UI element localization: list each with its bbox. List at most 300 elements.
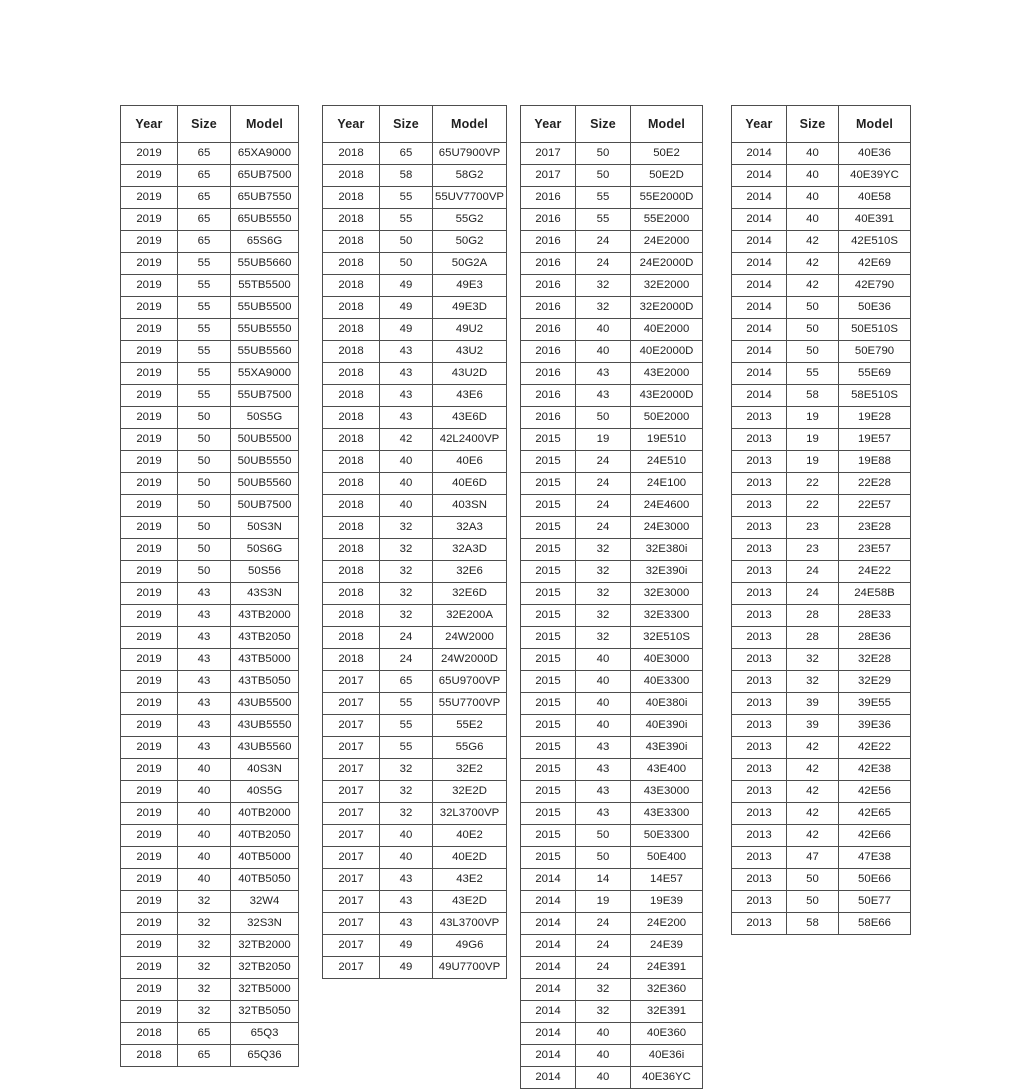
cell-year: 2018 <box>323 385 380 407</box>
cell-model: 43U2 <box>433 341 507 363</box>
table-row <box>121 209 299 231</box>
cell-model: 65UB7500 <box>231 165 299 187</box>
table-row <box>121 429 299 451</box>
cell-size: 19 <box>576 429 631 451</box>
cell-year: 2018 <box>323 495 380 517</box>
cell-year: 2019 <box>121 1001 178 1023</box>
cell-size: 43 <box>178 715 231 737</box>
cell-size: 40 <box>576 671 631 693</box>
table-row <box>121 1023 299 1045</box>
cell-size: 58 <box>380 165 433 187</box>
cell-model: 32E29 <box>839 671 911 693</box>
cell-year: 2017 <box>323 781 380 803</box>
cell-model: 40E2D <box>433 847 507 869</box>
cell-model: 32E2 <box>433 759 507 781</box>
model-table-2-body <box>323 143 507 979</box>
table-row <box>121 935 299 957</box>
cell-size: 40 <box>380 495 433 517</box>
table-row <box>323 803 507 825</box>
table-row <box>521 473 703 495</box>
table-row <box>521 143 703 165</box>
table-row <box>732 693 911 715</box>
cell-year: 2013 <box>732 561 787 583</box>
cell-model: 55G2 <box>433 209 507 231</box>
table-row <box>521 517 703 539</box>
cell-size: 43 <box>576 781 631 803</box>
cell-size: 40 <box>576 341 631 363</box>
cell-year: 2013 <box>732 495 787 517</box>
cell-size: 14 <box>576 869 631 891</box>
cell-model: 42E65 <box>839 803 911 825</box>
cell-year: 2019 <box>121 671 178 693</box>
cell-year: 2014 <box>732 187 787 209</box>
table-row <box>323 143 507 165</box>
cell-size: 19 <box>787 451 839 473</box>
cell-size: 50 <box>787 869 839 891</box>
cell-model: 42E38 <box>839 759 911 781</box>
cell-year: 2015 <box>521 759 576 781</box>
cell-size: 55 <box>576 209 631 231</box>
cell-year: 2013 <box>732 429 787 451</box>
table-row <box>732 407 911 429</box>
cell-year: 2015 <box>521 715 576 737</box>
table-row <box>323 209 507 231</box>
cell-year: 2018 <box>323 583 380 605</box>
cell-size: 24 <box>576 231 631 253</box>
cell-year: 2019 <box>121 649 178 671</box>
cell-year: 2015 <box>521 539 576 561</box>
cell-size: 28 <box>787 627 839 649</box>
cell-year: 2013 <box>732 627 787 649</box>
cell-year: 2017 <box>323 891 380 913</box>
cell-size: 50 <box>178 561 231 583</box>
cell-year: 2018 <box>323 473 380 495</box>
cell-year: 2016 <box>521 253 576 275</box>
table-row <box>521 913 703 935</box>
cell-model: 24E510 <box>631 451 703 473</box>
table-row <box>121 473 299 495</box>
cell-year: 2015 <box>521 627 576 649</box>
cell-model: 55UB5500 <box>231 297 299 319</box>
cell-size: 24 <box>576 935 631 957</box>
cell-size: 32 <box>380 583 433 605</box>
cell-year: 2014 <box>521 1023 576 1045</box>
cell-size: 55 <box>178 363 231 385</box>
cell-size: 65 <box>380 671 433 693</box>
cell-size: 32 <box>787 671 839 693</box>
table-row <box>732 341 911 363</box>
cell-model: 19E510 <box>631 429 703 451</box>
cell-size: 40 <box>380 451 433 473</box>
cell-model: 55XA9000 <box>231 363 299 385</box>
table-row <box>732 451 911 473</box>
model-table-1-body <box>121 143 299 1067</box>
cell-size: 24 <box>787 561 839 583</box>
cell-model: 58G2 <box>433 165 507 187</box>
table-row <box>323 297 507 319</box>
table-row <box>121 517 299 539</box>
cell-size: 50 <box>576 407 631 429</box>
cell-year: 2014 <box>732 297 787 319</box>
cell-year: 2019 <box>121 847 178 869</box>
cell-model: 55G6 <box>433 737 507 759</box>
model-table-3-block <box>520 105 703 1089</box>
table-row <box>521 715 703 737</box>
column-header-model: Model <box>839 106 911 143</box>
cell-model: 40E36 <box>839 143 911 165</box>
cell-model: 19E88 <box>839 451 911 473</box>
cell-size: 55 <box>178 319 231 341</box>
table-row <box>323 737 507 759</box>
cell-model: 50E2 <box>631 143 703 165</box>
cell-model: 32S3N <box>231 913 299 935</box>
cell-model: 43L3700VP <box>433 913 507 935</box>
cell-year: 2015 <box>521 803 576 825</box>
cell-year: 2018 <box>121 1045 178 1067</box>
cell-size: 19 <box>787 407 839 429</box>
table-row <box>121 869 299 891</box>
table-row <box>121 143 299 165</box>
cell-size: 55 <box>787 363 839 385</box>
cell-model: 40TB5000 <box>231 847 299 869</box>
cell-model: 32E3000 <box>631 583 703 605</box>
cell-year: 2019 <box>121 231 178 253</box>
cell-model: 47E38 <box>839 847 911 869</box>
cell-year: 2017 <box>323 847 380 869</box>
table-row <box>121 649 299 671</box>
table-row <box>121 913 299 935</box>
cell-model: 43TB5000 <box>231 649 299 671</box>
table-row <box>323 319 507 341</box>
cell-size: 42 <box>380 429 433 451</box>
cell-year: 2019 <box>121 209 178 231</box>
cell-size: 24 <box>380 649 433 671</box>
table-row <box>121 231 299 253</box>
cell-model: 24E58B <box>839 583 911 605</box>
cell-size: 55 <box>380 737 433 759</box>
table-row <box>732 561 911 583</box>
cell-size: 55 <box>380 715 433 737</box>
cell-year: 2017 <box>323 803 380 825</box>
table-row <box>732 605 911 627</box>
cell-model: 50E510S <box>839 319 911 341</box>
column-header-model: Model <box>231 106 299 143</box>
cell-year: 2019 <box>121 275 178 297</box>
cell-size: 58 <box>787 385 839 407</box>
cell-model: 32E360 <box>631 979 703 1001</box>
cell-year: 2016 <box>521 319 576 341</box>
table-row <box>121 451 299 473</box>
cell-year: 2017 <box>521 143 576 165</box>
cell-year: 2019 <box>121 825 178 847</box>
cell-model: 43E400 <box>631 759 703 781</box>
cell-size: 42 <box>787 781 839 803</box>
cell-year: 2015 <box>521 781 576 803</box>
cell-year: 2014 <box>732 341 787 363</box>
cell-size: 55 <box>380 187 433 209</box>
model-table-3 <box>520 105 703 1089</box>
cell-year: 2013 <box>732 517 787 539</box>
cell-model: 55UB5660 <box>231 253 299 275</box>
table-row <box>323 693 507 715</box>
cell-model: 42L2400VP <box>433 429 507 451</box>
cell-model: 50E2D <box>631 165 703 187</box>
cell-model: 28E33 <box>839 605 911 627</box>
table-row <box>521 231 703 253</box>
cell-model: 43UB5550 <box>231 715 299 737</box>
table-row <box>732 671 911 693</box>
cell-size: 43 <box>178 605 231 627</box>
cell-size: 50 <box>178 495 231 517</box>
cell-model: 49U2 <box>433 319 507 341</box>
table-row <box>732 913 911 935</box>
cell-year: 2013 <box>732 781 787 803</box>
cell-size: 24 <box>576 473 631 495</box>
table-row <box>521 737 703 759</box>
cell-model: 65S6G <box>231 231 299 253</box>
cell-year: 2014 <box>732 143 787 165</box>
cell-year: 2019 <box>121 385 178 407</box>
cell-year: 2016 <box>521 297 576 319</box>
cell-size: 43 <box>178 583 231 605</box>
cell-model: 55UB5560 <box>231 341 299 363</box>
model-table-2 <box>322 105 507 979</box>
cell-size: 50 <box>178 407 231 429</box>
cell-size: 40 <box>178 781 231 803</box>
cell-model: 49E3D <box>433 297 507 319</box>
cell-model: 40E36i <box>631 1045 703 1067</box>
cell-model: 40E380i <box>631 693 703 715</box>
cell-size: 24 <box>576 451 631 473</box>
table-row <box>121 1045 299 1067</box>
cell-model: 32E391 <box>631 1001 703 1023</box>
cell-size: 43 <box>178 627 231 649</box>
cell-size: 32 <box>576 1001 631 1023</box>
cell-year: 2016 <box>521 385 576 407</box>
table-row <box>323 429 507 451</box>
table-row <box>732 781 911 803</box>
cell-model: 65UB5550 <box>231 209 299 231</box>
cell-size: 50 <box>576 143 631 165</box>
table-row <box>121 803 299 825</box>
table-row <box>521 319 703 341</box>
cell-model: 24W2000D <box>433 649 507 671</box>
cell-model: 32E380i <box>631 539 703 561</box>
cell-size: 28 <box>787 605 839 627</box>
cell-model: 50S3N <box>231 517 299 539</box>
table-row <box>521 957 703 979</box>
table-row <box>121 847 299 869</box>
cell-year: 2019 <box>121 363 178 385</box>
cell-size: 58 <box>787 913 839 935</box>
table-row <box>121 561 299 583</box>
cell-year: 2013 <box>732 869 787 891</box>
cell-size: 19 <box>576 891 631 913</box>
table-row <box>521 825 703 847</box>
table-row <box>121 583 299 605</box>
table-row <box>121 891 299 913</box>
table-row <box>521 847 703 869</box>
cell-year: 2018 <box>323 143 380 165</box>
column-header-size: Size <box>576 106 631 143</box>
cell-year: 2017 <box>323 935 380 957</box>
table-row <box>121 385 299 407</box>
cell-model: 40E390i <box>631 715 703 737</box>
cell-size: 32 <box>576 275 631 297</box>
cell-size: 65 <box>178 1045 231 1067</box>
table-row <box>521 649 703 671</box>
cell-model: 50E36 <box>839 297 911 319</box>
cell-model: 32E6D <box>433 583 507 605</box>
cell-model: 24E100 <box>631 473 703 495</box>
cell-year: 2019 <box>121 561 178 583</box>
cell-year: 2019 <box>121 803 178 825</box>
cell-size: 50 <box>576 165 631 187</box>
table-row <box>521 693 703 715</box>
cell-model: 42E66 <box>839 825 911 847</box>
cell-size: 50 <box>787 297 839 319</box>
cell-model: 65UB7550 <box>231 187 299 209</box>
cell-model: 24E22 <box>839 561 911 583</box>
cell-model: 403SN <box>433 495 507 517</box>
cell-size: 50 <box>576 825 631 847</box>
table-row <box>732 847 911 869</box>
table-header-row <box>323 106 507 143</box>
cell-model: 40S5G <box>231 781 299 803</box>
cell-model: 50S6G <box>231 539 299 561</box>
table-row <box>732 825 911 847</box>
table-row <box>323 451 507 473</box>
table-row <box>732 143 911 165</box>
cell-model: 50E400 <box>631 847 703 869</box>
cell-year: 2014 <box>521 913 576 935</box>
cell-model: 43UB5500 <box>231 693 299 715</box>
cell-model: 42E56 <box>839 781 911 803</box>
table-row <box>323 891 507 913</box>
cell-model: 58E510S <box>839 385 911 407</box>
cell-size: 43 <box>576 385 631 407</box>
cell-size: 55 <box>178 275 231 297</box>
cell-year: 2015 <box>521 561 576 583</box>
cell-year: 2015 <box>521 693 576 715</box>
cell-year: 2019 <box>121 165 178 187</box>
cell-size: 42 <box>787 803 839 825</box>
cell-size: 49 <box>380 319 433 341</box>
cell-size: 43 <box>178 737 231 759</box>
cell-year: 2019 <box>121 781 178 803</box>
table-row <box>323 913 507 935</box>
cell-year: 2016 <box>521 231 576 253</box>
cell-size: 39 <box>787 715 839 737</box>
table-row <box>732 583 911 605</box>
cell-year: 2018 <box>323 341 380 363</box>
table-row <box>732 891 911 913</box>
cell-model: 40E39YC <box>839 165 911 187</box>
table-row <box>121 297 299 319</box>
cell-year: 2019 <box>121 143 178 165</box>
cell-year: 2019 <box>121 583 178 605</box>
cell-model: 40E36YC <box>631 1067 703 1089</box>
cell-year: 2017 <box>323 759 380 781</box>
cell-year: 2018 <box>323 297 380 319</box>
cell-model: 32E2D <box>433 781 507 803</box>
cell-year: 2019 <box>121 979 178 1001</box>
table-row <box>521 605 703 627</box>
cell-size: 43 <box>178 671 231 693</box>
cell-year: 2013 <box>732 715 787 737</box>
cell-year: 2018 <box>323 561 380 583</box>
cell-model: 65XA9000 <box>231 143 299 165</box>
table-row <box>121 781 299 803</box>
cell-size: 50 <box>787 891 839 913</box>
cell-size: 65 <box>178 1023 231 1045</box>
cell-size: 40 <box>787 187 839 209</box>
cell-size: 49 <box>380 935 433 957</box>
cell-year: 2019 <box>121 451 178 473</box>
cell-model: 24E39 <box>631 935 703 957</box>
cell-size: 32 <box>380 803 433 825</box>
cell-model: 40E360 <box>631 1023 703 1045</box>
table-row <box>323 275 507 297</box>
cell-year: 2019 <box>121 187 178 209</box>
cell-year: 2018 <box>323 231 380 253</box>
cell-model: 23E28 <box>839 517 911 539</box>
cell-size: 40 <box>178 803 231 825</box>
cell-model: 50E66 <box>839 869 911 891</box>
table-row <box>521 187 703 209</box>
table-row <box>521 385 703 407</box>
table-row <box>521 627 703 649</box>
column-header-model: Model <box>433 106 507 143</box>
table-row <box>121 825 299 847</box>
table-row <box>323 935 507 957</box>
table-row <box>732 253 911 275</box>
cell-model: 55U7700VP <box>433 693 507 715</box>
table-row <box>732 803 911 825</box>
table-row <box>323 517 507 539</box>
cell-year: 2019 <box>121 407 178 429</box>
cell-model: 43E2 <box>433 869 507 891</box>
model-table-1 <box>120 105 299 1067</box>
cell-size: 32 <box>380 605 433 627</box>
cell-size: 22 <box>787 473 839 495</box>
cell-year: 2015 <box>521 671 576 693</box>
column-header-year: Year <box>732 106 787 143</box>
cell-size: 40 <box>576 319 631 341</box>
cell-model: 40E3300 <box>631 671 703 693</box>
cell-year: 2016 <box>521 209 576 231</box>
cell-size: 32 <box>380 561 433 583</box>
cell-model: 32TB5050 <box>231 1001 299 1023</box>
cell-model: 23E57 <box>839 539 911 561</box>
cell-size: 40 <box>576 1023 631 1045</box>
cell-year: 2017 <box>323 693 380 715</box>
cell-year: 2016 <box>521 275 576 297</box>
cell-size: 55 <box>178 253 231 275</box>
cell-size: 24 <box>576 517 631 539</box>
cell-size: 55 <box>380 209 433 231</box>
cell-model: 24E2000 <box>631 231 703 253</box>
cell-year: 2015 <box>521 583 576 605</box>
cell-model: 42E22 <box>839 737 911 759</box>
cell-model: 55E2000 <box>631 209 703 231</box>
table-row <box>121 363 299 385</box>
table-header-row <box>521 106 703 143</box>
table-row <box>323 759 507 781</box>
model-table-4-body <box>732 143 911 935</box>
cell-year: 2013 <box>732 649 787 671</box>
cell-model: 40TB2050 <box>231 825 299 847</box>
